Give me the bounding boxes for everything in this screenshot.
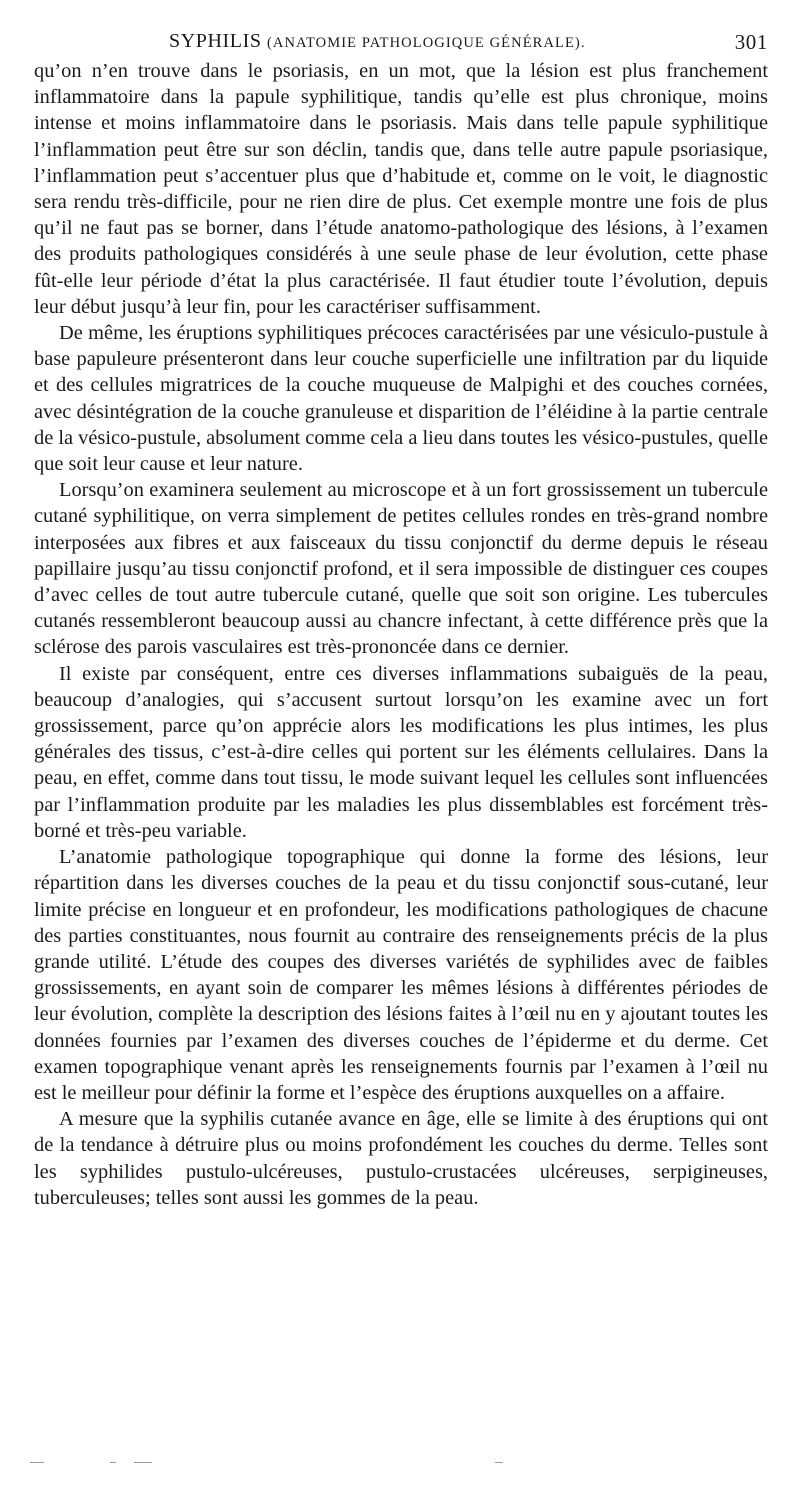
paragraph-5: L’anatomie pathologique topographique qui donne la forme des lésions, leur répartition dans les diverses couches de la peau et du tissu conjonctif sous-cutané, leur limite précise en longueur et en profondeur, les modifications pathologiques de chacune des parties constituantes, nous fournit au contraire des renseignements précis de la plus grande utilité. L’étude des coupes des diverses variétés de syphilides avec de faibles grossissements, en ayant soin de comparer les mêmes lésions à différentes périodes de leur évolution, complète la description des lésions faites à l’œil nu en y ajoutant toutes les données fournies par l’examen des diverses couches de l’épiderme et du derme. Cet examen topographique venant après les renseignements fournis par l’examen à l’œil nu est le meilleur pour définir la forme et l’espèce des éruptions auxquelles on a affaire. xyxy=(34,846,768,1104)
scan-mark xyxy=(110,1462,116,1463)
scan-mark xyxy=(134,1462,152,1463)
paragraph-6: A mesure que la syphilis cutanée avance en âge, elle se limite à des éruptions qui ont de la tendance à détruire plus ou moins profondément les couches du derme. Telles sont les syphilides pustulo-ulcéreuses, pustulo-crustacées ulcéreuses, serpigineuses, tuberculeuses; telles sont aussi les gommes de la peau. xyxy=(34,1108,768,1209)
footer-scan-marks xyxy=(30,1462,510,1468)
running-title-sub: (ANATOMIE PATHOLOGIQUE GÉNÉRALE). xyxy=(266,35,586,51)
body-text xyxy=(34,58,768,1211)
paragraph-3: Lorsqu’on examinera seulement au microscope et à un fort grossissement un tubercule cutané syphilitique, on verra simplement de petites cellules rondes en très-grand nombre interposées aux fibres et aux faisceaux du tissu conjonctif du derme depuis le réseau papillaire jusqu’au tissu conjonctif profond, et il sera impossible de distinguer ces coupes d’avec celles de tout autre tubercule cutané, quelle que soit son origine. Les tubercules cutanés ressembleront beaucoup aussi au chancre infectant, à cette différence près que la sclérose des parois vasculaires est très-prononcée dans ce dernier. xyxy=(34,479,768,659)
paragraph-2: De même, les éruptions syphilitiques précoces caractérisées par une vésiculo-pustule à base papuleure présenteront dans leur couche superficielle une infiltration par du liquide et des cellules migratrices de la couche muqueuse de Malpighi et des couches cornées, avec désintégration de la couche granuleuse et disparition de l’éléidine à la partie centrale de la vésico-pustule, absolument comme cela a lieu dans toutes les vésico-pustules, quelle que soit leur cause et leur nature. xyxy=(34,322,768,476)
scan-mark xyxy=(495,1462,503,1463)
paragraph-4: Il existe par conséquent, entre ces diverses inflammations subaiguës de la peau, beaucoup d’analogies, qui s’accusent surtout lorsqu’on les examine avec un fort grossissement, parce qu’on apprécie alors les modifications les plus intimes, les plus générales des tissus, c’est-à-dire celles qui portent sur les éléments cellulaires. Dans la peau, en effet, comme dans tout tissu, le mode suivant lequel les cellules sont influencées par l’inflammation produite par les maladies les plus dissemblables est forcément très-borné et très-peu variable. xyxy=(34,662,768,842)
running-title-main: SYPHILIS xyxy=(169,30,262,52)
paragraph-1: qu’on n’en trouve dans le psoriasis, en un mot, que la lésion est plus franchement inflammatoire dans la papule syphilitique, tandis qu’elle est plus chronique, moins intense et moins inflammatoire dans le psoriasis. Mais dans telle papule syphilitique l’inflammation peut être sur son déclin, tandis que, dans telle autre papule psoriasique, l’inflammation peut s’accentuer plus que d’habitude et, comme on le voit, le diagnostic sera rendu très-difficile, pour ne rien dire de plus. Cet exemple montre une fois de plus qu’il ne faut pas se borner, dans l’étude anatomo-pathologique des lésions, à l’examen des produits pathologiques considérés à une seule phase de leur évolution, cette phase fût-elle leur période d’état la plus caractérisée. Il faut étudier toute l’évolution, depuis leur début jusqu’à leur fin, pour les caractériser suffisamment. xyxy=(34,60,768,318)
running-head xyxy=(34,28,768,58)
book-page xyxy=(34,28,768,1211)
page-number: 301 xyxy=(734,30,768,54)
scan-mark xyxy=(30,1462,44,1463)
running-title xyxy=(169,30,586,53)
